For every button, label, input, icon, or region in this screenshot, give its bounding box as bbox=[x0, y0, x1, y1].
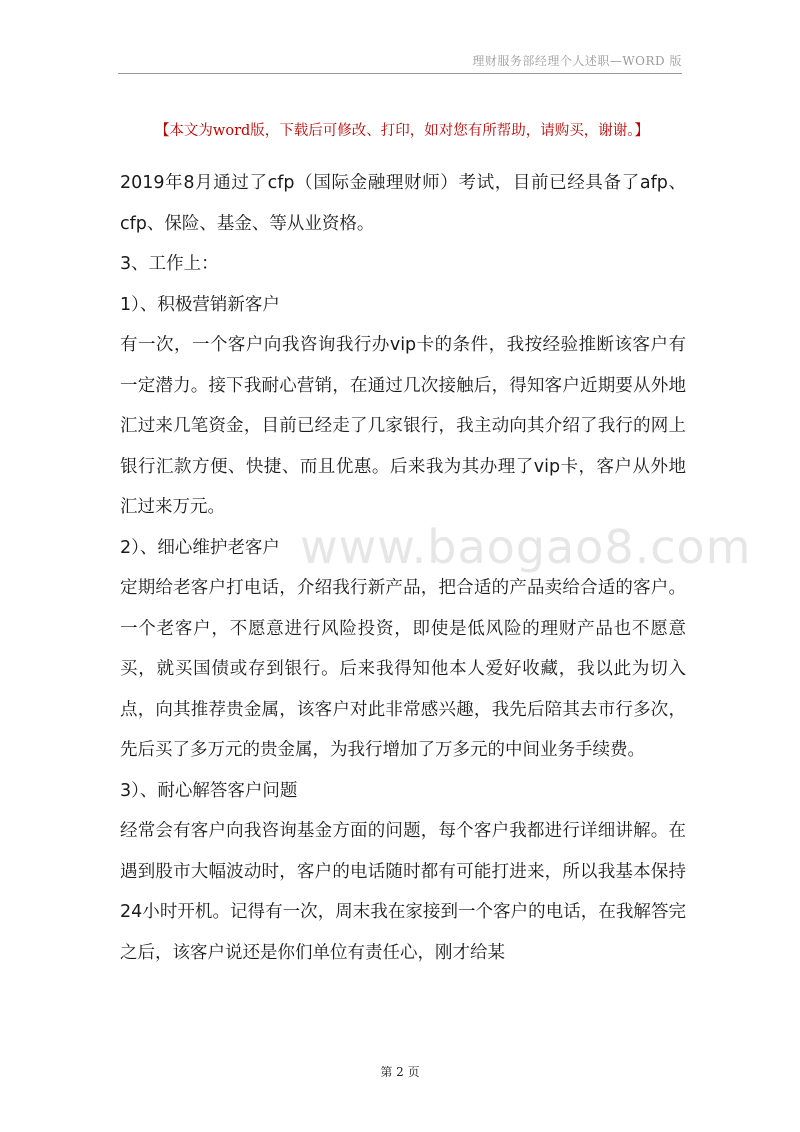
header-rule bbox=[118, 73, 682, 74]
heading-work: 3、工作上： bbox=[120, 254, 219, 274]
subheading-old-customers: 2）、细心维护老客户 bbox=[120, 537, 280, 558]
subheading-answer-questions: 3）、耐心解答客户问题 bbox=[120, 780, 298, 801]
paragraph-answer-questions: 经常会有客户向我咨询基金方面的问题，每个客户我都进行详细讲解。在遇到股市大幅波动时，客户的电话随时都有可能打进来，所以我基本保持24小时开机。记得有一次，周末我在家接到一个客户的电话，在我解答完之后，该客户说还是你们单位有责任心，刚才给某 bbox=[120, 821, 686, 963]
body-text bbox=[120, 163, 686, 973]
watermark: www.baogao8.com bbox=[300, 520, 752, 574]
running-header: 理财服务部经理个人述职—WORD 版 bbox=[472, 54, 682, 68]
subheading-new-customers: 1）、积极营销新客户 bbox=[120, 294, 280, 315]
page-number: 第 2 页 bbox=[380, 1065, 420, 1079]
download-notice: 【本文为word版，下载后可修改、打印，如对您有所帮助，请购买，谢谢。】 bbox=[154, 123, 650, 139]
paragraph-old-customers: 定期给老客户打电话，介绍我行新产品，把合适的产品卖给合适的客户。一个老客户，不愿意进行风险投资，即使是低风险的理财产品也不愿意买，就买国债或存到银行。后来我得知他本人爱好收藏，我以此为切入点，向其推荐贵金属，该客户对此非常感兴趣，我先后陪其去市行多次，先后买了多万元的贵金属，为我行增加了万多元的中间业务手续费。 bbox=[120, 578, 686, 760]
paragraph-new-customers: 有一次，一个客户向我咨询我行办vip卡的条件，我按经验推断该客户有一定潜力。接下我耐心营销，在通过几次接触后，得知客户近期要从外地汇过来几笔资金，目前已经走了几家银行，我主动向其介绍了我行的网上银行汇款方便、快捷、而且优惠。后来我为其办理了vip卡，客户从外地汇过来万元。 bbox=[120, 335, 686, 517]
paragraph-qualifications: 2019年8月通过了cfp（国际金融理财师）考试，目前已经具备了afp、cfp、保险、基金、等从业资格。 bbox=[120, 173, 686, 234]
